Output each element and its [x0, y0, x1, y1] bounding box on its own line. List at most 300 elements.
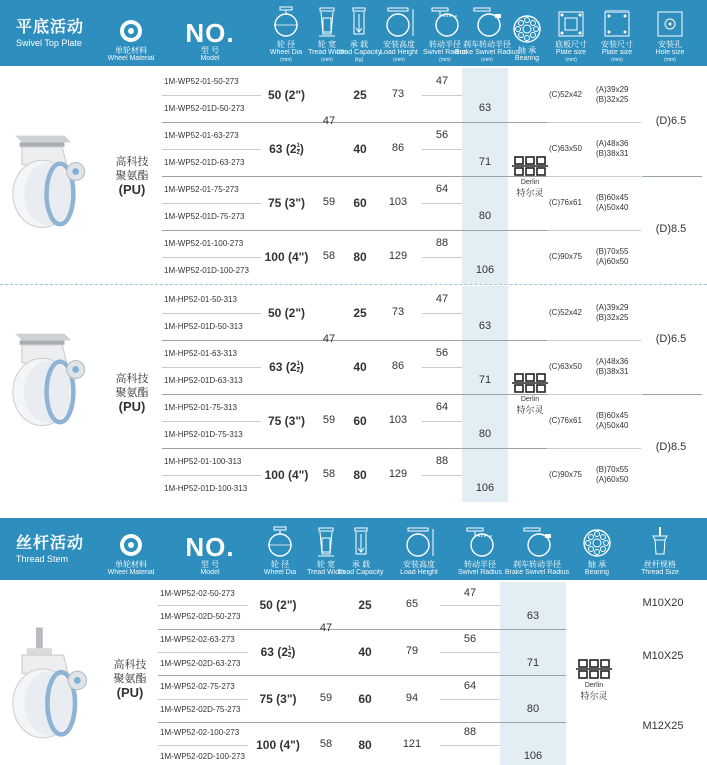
wheel-material-label	[110, 658, 150, 700]
brake-swivel-radius: 63	[478, 101, 492, 114]
load-height: 86	[391, 360, 405, 372]
group-divider	[263, 176, 316, 177]
swivel-radius: 64	[435, 400, 449, 413]
brake-swivel-radius: 71	[478, 373, 492, 386]
col-thread-size-zh: 丝杆规格	[644, 560, 676, 569]
col-tread-width-en: Tread Width	[307, 569, 345, 576]
col-load-capacity-en: Load Capacity	[336, 49, 382, 56]
col-wheel-material-zh: 单轮材料	[115, 560, 147, 569]
model-std: 1M-HP52-01-63-313	[164, 348, 237, 358]
load-capacity: 40	[358, 644, 372, 659]
swivel-divider	[440, 745, 500, 746]
plate-size: (C)76x61	[549, 416, 582, 425]
wheel-mm: 50	[267, 88, 282, 102]
wheel-inch: 4"	[292, 250, 305, 264]
material-l3: (PU)	[118, 182, 146, 197]
col-swivel-radius-zh: 转动半径	[464, 560, 496, 569]
model-brake: 1M-HP52-01D-75-313	[164, 429, 243, 439]
bearing-zh: 特尔灵	[516, 405, 544, 415]
model-brake: 1M-WP52-01D-100-273	[164, 265, 249, 275]
load-capacity: 80	[353, 250, 367, 264]
plate-divider	[547, 394, 641, 395]
load-capacity: 60	[353, 196, 367, 210]
wheel-mm: 50	[259, 598, 273, 613]
col-wheel-dia-zh: 轮 径	[276, 40, 296, 49]
bearing-symbol-icon	[576, 658, 612, 680]
group-divider	[250, 722, 310, 723]
bearing-zh: 特尔灵	[580, 691, 608, 701]
group-divider	[344, 340, 422, 341]
col-wheel-material	[106, 0, 156, 66]
bearing-zh: 特尔灵	[516, 188, 544, 198]
plate-divider	[547, 176, 641, 177]
model-std: 1M-WP52-02-75-273	[160, 681, 235, 691]
wheel-material-label	[112, 155, 152, 197]
col-brake-swivel-zh: 刹车转动半径	[463, 40, 511, 49]
wheel-inch: 3"	[280, 691, 293, 706]
tread-width: 59	[322, 414, 336, 426]
wheel-diameter: 75 (3")	[267, 196, 306, 210]
wheel-mm: 63	[269, 142, 283, 156]
load-height: 103	[388, 196, 408, 208]
col-tread-width-en: Tread Width	[308, 49, 346, 56]
model-en: Model	[200, 55, 220, 62]
material-l2: 聚氨酯	[115, 170, 149, 182]
wheel-inch: 2"	[280, 598, 293, 613]
col-tread-width	[307, 518, 345, 580]
load-capacity-icon	[350, 526, 372, 558]
model-std: 1M-WP52-02-100-273	[160, 728, 240, 738]
swivel-radius: 88	[435, 454, 449, 467]
wheel-mm: 100	[256, 738, 277, 753]
col-hole-size	[642, 0, 698, 66]
col-plate-size-en: Plate size	[555, 49, 587, 56]
col-mount-size-en: Plate size	[601, 49, 633, 56]
swivel-divider	[440, 699, 500, 700]
col-mount-size	[594, 0, 640, 66]
material-l2: 聚氨酯	[115, 387, 149, 399]
wheel-diameter: 63 (2 $\frac{1}{2}$ )	[260, 644, 296, 660]
tread-width: 59	[322, 196, 336, 208]
fraction-num: 1	[296, 143, 300, 150]
group-divider	[263, 394, 316, 395]
model-brake: 1M-WP52-02D-75-273	[160, 705, 241, 715]
material-l1: 高科技	[115, 156, 149, 168]
mount-size-a: (B)60x45	[596, 411, 629, 420]
swivel-radius: 64	[463, 679, 477, 692]
tread-width: 58	[322, 468, 336, 480]
mount-size-b: (A)60x50	[596, 257, 629, 266]
wheel-inch: 4"	[292, 468, 305, 482]
swivel-divider	[422, 95, 462, 96]
col-plate-size	[549, 0, 593, 66]
brake-swivel-radius: 80	[478, 427, 492, 440]
group-divider	[316, 176, 342, 177]
row-divider	[158, 652, 248, 653]
group-divider	[250, 629, 310, 630]
bearing-symbol-icon	[512, 155, 548, 177]
load-capacity: 60	[358, 691, 372, 706]
load-height: 94	[405, 691, 419, 704]
model-std: 1M-WP52-01-75-273	[164, 184, 239, 194]
swivel-radius-icon	[463, 526, 497, 558]
wheel-inch: 4"	[283, 738, 296, 753]
group-divider	[316, 394, 342, 395]
plate-size: (C)52x42	[549, 90, 582, 99]
tread-width: 58	[319, 738, 333, 751]
bearing-en: Derlin	[520, 179, 540, 186]
group-divider	[344, 230, 422, 231]
row-divider	[162, 367, 261, 368]
swivel-radius: 47	[435, 292, 449, 305]
brake-swivel-radius: 106	[523, 749, 543, 762]
table-header	[0, 0, 707, 66]
col-bearing-zh: 轴 承	[517, 46, 537, 55]
col-tread-width-zh: 轮 宽	[317, 40, 337, 49]
col-swivel-radius-en: Swivel Radius	[458, 569, 502, 576]
tread-width: 58	[322, 250, 336, 262]
tread-width-icon	[315, 526, 337, 558]
brake-swivel-radius: 106	[475, 481, 495, 494]
wheel-diameter-icon	[265, 526, 295, 558]
model-brake: 1M-WP52-02D-63-273	[160, 658, 241, 668]
wheel-diameter-icon	[271, 6, 301, 38]
col-bearing	[574, 518, 620, 580]
load-capacity: 60	[353, 414, 367, 428]
col-wheel-material-en: Wheel Material	[107, 569, 155, 576]
bearing-icon	[512, 14, 542, 44]
tread-width: 47	[322, 333, 336, 345]
fraction-num: 1	[288, 646, 292, 653]
bearing-icon	[582, 528, 612, 558]
swivel-radius-icon	[428, 6, 462, 38]
wheel-inch: 3"	[288, 414, 302, 428]
section-title-en: Thread Stem	[16, 553, 69, 564]
group-divider	[263, 340, 316, 341]
wheel-material-icon	[118, 18, 144, 44]
brake-swivel-radius: 71	[526, 656, 540, 669]
wheel-mm: 100	[264, 250, 285, 264]
load-height: 65	[405, 598, 419, 611]
model-no: NO.	[185, 532, 235, 562]
plate-divider	[547, 340, 641, 341]
plate-size: (C)76x61	[549, 198, 582, 207]
group-divider	[316, 448, 342, 449]
tread-width-icon	[316, 6, 338, 38]
col-load-capacity-en: Load Capacity	[338, 569, 384, 576]
material-l2: 聚氨酯	[113, 673, 147, 685]
mount-size-a: (A)39x29	[596, 303, 629, 312]
thread-size: M10X25	[642, 650, 684, 662]
plate-size: (C)52x42	[549, 308, 582, 317]
load-capacity: 25	[358, 598, 372, 613]
fraction-den: 2	[296, 150, 300, 157]
col-load-height-zh: 安装高度	[383, 40, 415, 49]
wheel-mm: 50	[267, 306, 282, 320]
hole-divider	[642, 394, 702, 395]
col-load-height	[386, 518, 452, 580]
col-tread-width-unit: (mm)	[321, 57, 333, 63]
col-wheel-dia-en: Wheel Dia	[269, 49, 303, 56]
row-divider	[162, 475, 261, 476]
col-bearing	[507, 0, 547, 66]
plate-size: (C)90x75	[549, 470, 582, 479]
group-divider	[346, 675, 440, 676]
mount-size-a: (A)48x36	[596, 139, 629, 148]
model-brake: 1M-WP52-02D-50-273	[160, 611, 241, 621]
plate-divider	[547, 122, 641, 123]
swivel-radius: 88	[435, 236, 449, 249]
material-l3: (PU)	[118, 399, 146, 414]
product-image-swivel-plate-grey	[6, 318, 96, 430]
model-std: 1M-HP52-01-75-313	[164, 402, 237, 412]
model-brake: 1M-WP52-01D-63-273	[164, 157, 245, 167]
model-std: 1M-HP52-01-100-313	[164, 456, 242, 466]
col-brake-swivel-en: Brake Swivel Radius	[454, 49, 520, 56]
col-load-height-unit: (mm)	[393, 57, 405, 63]
col-swivel-radius	[452, 518, 508, 580]
group-divider	[310, 675, 342, 676]
model-zh: 型 号	[200, 560, 220, 569]
group-divider	[344, 122, 422, 123]
row-divider	[162, 95, 261, 96]
model-brake: 1M-HP52-01D-50-313	[164, 321, 243, 331]
thread-size: M12X25	[642, 720, 684, 732]
bearing-en: Derlin	[520, 396, 540, 403]
fraction-den: 2	[288, 653, 292, 660]
swivel-divider	[422, 475, 462, 476]
swivel-divider	[422, 203, 462, 204]
group-divider	[344, 448, 422, 449]
col-load-capacity	[336, 0, 382, 66]
load-height-icon	[402, 526, 436, 558]
col-swivel-radius-unit: (mm)	[439, 57, 451, 63]
model-brake: 1M-HP52-01D-100-313	[164, 483, 248, 493]
row-divider	[162, 203, 261, 204]
swivel-radius: 56	[463, 633, 477, 646]
col-bearing-zh: 轴 承	[587, 560, 607, 569]
col-wheel-dia	[250, 518, 310, 580]
plate-size: (C)63x50	[549, 362, 582, 371]
brake-swivel-radius: 80	[526, 703, 540, 716]
plate-size: (C)90x75	[549, 252, 582, 261]
model-brake: 1M-HP52-01D-63-313	[164, 375, 243, 385]
row-divider	[162, 149, 261, 150]
bearing-en: Derlin	[584, 682, 604, 689]
col-wheel-material	[106, 518, 156, 580]
col-brake-swivel-zh: 刹车转动半径	[513, 560, 561, 569]
mount-size-b: (B)32x25	[596, 313, 629, 322]
material-l1: 高科技	[113, 659, 147, 671]
col-brake-swivel	[454, 0, 520, 66]
row-divider	[158, 699, 248, 700]
wheel-diameter: 100 (4")	[256, 738, 300, 753]
load-height-icon	[382, 6, 416, 38]
group-divider	[263, 230, 316, 231]
load-capacity: 80	[353, 468, 367, 482]
fraction	[297, 143, 300, 156]
col-hole-size-zh: 安装孔	[658, 40, 682, 49]
mount-size-b: (B)38x31	[596, 367, 629, 376]
swivel-divider	[422, 421, 462, 422]
fraction	[288, 646, 291, 659]
model-no: NO.	[185, 18, 235, 48]
wheel-mm: 75	[267, 414, 282, 428]
col-wheel-dia	[262, 0, 310, 66]
section-title	[0, 0, 106, 66]
wheel-diameter: 63 (2 $\frac{1}{2}$ )	[269, 142, 304, 157]
wheel-material-label	[112, 372, 152, 414]
load-height: 121	[402, 738, 422, 751]
swivel-divider	[440, 652, 500, 653]
plate-size: (C)63x50	[549, 144, 582, 153]
mount-size-b: (A)60x50	[596, 475, 629, 484]
swivel-radius: 56	[435, 128, 449, 141]
fraction-int: 2	[289, 142, 297, 156]
col-wheel-dia-unit: (mm)	[280, 57, 292, 63]
col-hole-size-en: Hole size	[655, 49, 685, 56]
col-wheel-material-en: Wheel Material	[107, 55, 155, 62]
col-load-height	[376, 0, 422, 66]
swivel-divider	[422, 149, 462, 150]
load-height: 73	[391, 88, 405, 100]
product-image-thread-stem	[6, 620, 98, 750]
wheel-mm: 100	[264, 468, 285, 482]
load-capacity: 40	[353, 142, 367, 156]
thread-size: M10X20	[642, 597, 684, 609]
hole-size: (D)6.5	[655, 115, 687, 127]
tread-width: 59	[319, 691, 333, 704]
wheel-inch: 2"	[288, 306, 302, 320]
wheel-diameter: 50 (2")	[267, 88, 306, 102]
material-l3: (PU)	[116, 685, 144, 700]
col-brake-swivel	[504, 518, 570, 580]
col-model	[160, 518, 260, 580]
plate-size-icon	[557, 10, 585, 38]
plate-divider	[547, 448, 641, 449]
model-std: 1M-WP52-01-50-273	[164, 76, 239, 86]
col-plate-size-zh: 底板尺寸	[555, 40, 587, 49]
hole-size: (D)6.5	[655, 333, 687, 345]
col-load-capacity-unit: (kg)	[354, 57, 364, 63]
mount-size-b: (A)50x40	[596, 203, 629, 212]
hole-divider	[642, 176, 702, 177]
col-bearing-en: Bearing	[584, 569, 610, 576]
fraction-den: 2	[296, 368, 300, 375]
swivel-divider	[422, 257, 462, 258]
wheel-inch: 3"	[288, 196, 302, 210]
brake-swivel-radius: 63	[526, 609, 540, 622]
table-header	[0, 518, 707, 580]
bearing-label	[508, 155, 552, 199]
group-divider	[263, 448, 316, 449]
tread-width: 47	[319, 621, 333, 634]
group-divider	[310, 722, 342, 723]
group-divider	[346, 722, 440, 723]
load-height: 73	[391, 306, 405, 318]
wheel-diameter: 100 (4")	[264, 468, 309, 482]
model-std: 1M-WP52-02-50-273	[160, 588, 235, 598]
swivel-radius: 64	[435, 182, 449, 195]
row-divider	[162, 421, 261, 422]
load-capacity: 25	[353, 88, 367, 102]
mount-size-a: (A)48x36	[596, 357, 629, 366]
tread-width: 47	[322, 115, 336, 127]
wheel-mm: 75	[267, 196, 282, 210]
load-height: 129	[388, 468, 408, 480]
bearing-symbol-icon	[512, 372, 548, 394]
model-zh: 型 号	[200, 46, 220, 55]
brake-swivel-radius: 80	[478, 209, 492, 222]
bearing-label	[572, 658, 616, 702]
swivel-radius: 47	[463, 586, 477, 599]
load-capacity: 80	[358, 738, 372, 753]
col-swivel-radius-zh: 转动半径	[429, 40, 461, 49]
mount-size-b: (B)38x31	[596, 149, 629, 158]
row-divider	[158, 605, 248, 606]
wheel-diameter: 75 (3")	[259, 691, 297, 706]
wheel-material-icon	[118, 532, 144, 558]
col-load-capacity	[338, 518, 384, 580]
swivel-radius: 88	[463, 726, 477, 739]
group-divider	[346, 629, 440, 630]
col-swivel-radius-en: Swivel Radius	[423, 49, 467, 56]
load-capacity: 25	[353, 306, 367, 320]
section-divider	[0, 284, 707, 285]
section-title-zh: 平底活动	[16, 18, 85, 36]
fraction-int: 2	[281, 644, 289, 659]
brake-swivel-radius: 71	[478, 155, 492, 168]
fraction	[297, 361, 300, 374]
group-divider	[263, 122, 316, 123]
fraction-num: 1	[296, 361, 300, 368]
bearing-label	[508, 372, 552, 416]
swivel-divider	[422, 313, 462, 314]
material-l1: 高科技	[115, 373, 149, 385]
col-brake-swivel-en: Brake Swivel Radius	[504, 569, 570, 576]
col-load-height-en: Load Height	[400, 569, 438, 576]
col-load-height-zh: 安装高度	[403, 560, 435, 569]
wheel-inch: 2"	[288, 88, 302, 102]
col-plate-size-unit: (mm)	[565, 57, 577, 63]
wheel-diameter: 63 (2 $\frac{1}{2}$ )	[269, 360, 304, 375]
load-height: 103	[388, 414, 408, 426]
brake-swivel-icon	[520, 526, 554, 558]
load-capacity-icon	[348, 6, 370, 38]
swivel-radius: 56	[435, 346, 449, 359]
plate-divider	[547, 230, 641, 231]
col-brake-swivel-unit: (mm)	[481, 57, 493, 63]
col-tread-width-zh: 轮 宽	[316, 560, 336, 569]
brake-swivel-radius: 106	[475, 263, 495, 276]
model-std: 1M-WP52-02-63-273	[160, 635, 235, 645]
swivel-divider	[422, 367, 462, 368]
hole-size: (D)8.5	[655, 223, 687, 235]
section-title-en: Swivel Top Plate	[16, 37, 82, 48]
col-load-height-en: Load Height	[380, 49, 418, 56]
group-divider	[344, 176, 422, 177]
mount-size-b: (B)32x25	[596, 95, 629, 104]
mounting-size-icon	[603, 10, 631, 38]
col-mount-size-unit: (mm)	[611, 57, 623, 63]
col-thread-size-en: Thread Size	[641, 569, 679, 576]
col-load-capacity-zh: 承 载	[351, 560, 371, 569]
row-divider	[162, 257, 261, 258]
brake-swivel-icon	[470, 6, 504, 38]
fraction-int: 2	[289, 360, 297, 374]
col-mount-size-zh: 安装尺寸	[601, 40, 633, 49]
col-bearing-en: Bearing	[514, 55, 540, 62]
